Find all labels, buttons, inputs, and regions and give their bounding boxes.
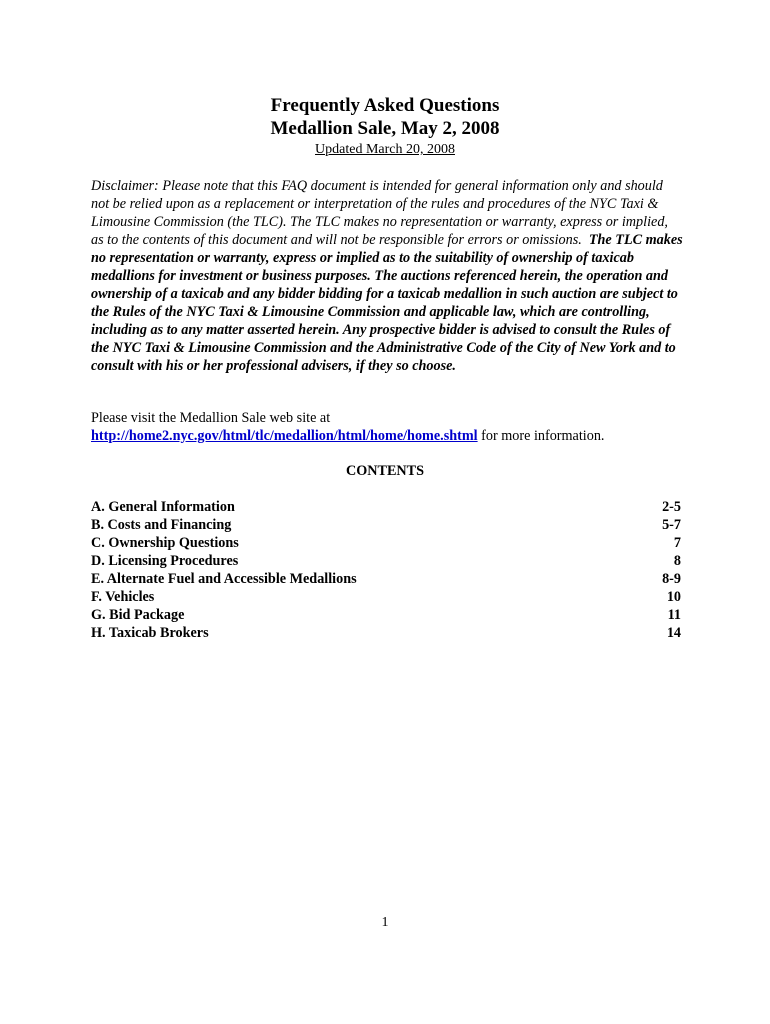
toc-row — [91, 516, 681, 534]
toc-row — [91, 570, 681, 588]
toc-pages: 11 — [667, 607, 681, 623]
toc-row — [91, 552, 681, 570]
visit-paragraph — [91, 409, 691, 445]
visit-suffix: for more information. — [477, 428, 605, 444]
updated-date: Updated March 20, 2008 — [315, 142, 455, 157]
table-of-contents — [91, 498, 681, 642]
document-subtitle: Medallion Sale, May 2, 2008 — [270, 118, 500, 139]
page-number: 1 — [381, 915, 389, 930]
contents-heading: CONTENTS — [345, 463, 425, 479]
toc-pages: 10 — [666, 589, 681, 605]
toc-label: H. Taxicab Brokers — [91, 625, 209, 641]
visit-link-line — [91, 427, 691, 445]
toc-row — [91, 534, 681, 552]
toc-label: C. Ownership Questions — [91, 535, 239, 551]
toc-label: D. Licensing Procedures — [91, 553, 239, 569]
toc-label: G. Bid Package — [91, 607, 185, 623]
toc-pages: 7 — [673, 535, 681, 551]
disclaimer-intro: Disclaimer: Please note that this FAQ document is intended for general information only and should not be relied upon as a replacement or interpretation of the rules and procedures of the NYC Taxi & Limousine Commission (the TLC). The TLC makes no representation or warranty, express or implied, as to the contents of this document and will not be responsible for errors or omissions. — [91, 178, 668, 248]
medallion-sale-link[interactable]: http://home2.nyc.gov/html/tlc/medallion/html/home/home.shtml — [91, 428, 478, 444]
visit-prefix: Please visit the Medallion Sale web site at — [91, 410, 331, 426]
document-title: Frequently Asked Questions — [270, 95, 500, 116]
toc-row — [91, 624, 681, 642]
toc-pages: 2-5 — [662, 499, 681, 515]
title-block — [0, 94, 770, 159]
toc-row — [91, 588, 681, 606]
toc-label: B. Costs and Financing — [91, 517, 232, 533]
toc-pages: 5-7 — [662, 517, 681, 533]
disclaimer-paragraph — [91, 177, 683, 375]
toc-label: A. General Information — [91, 499, 235, 515]
disclaimer-bold: The TLC makes no representation or warranty, express or implied as to the suitability of ownership of taxicab medallions for investment or business purposes. The auctions referenced herein, the operation and ownership of a taxicab and any bidder bidding for a taxicab medallion in such auction are subject to the Rules of the NYC Taxi & Limousine Commission and applicable law, which are controlling, including as to any matter asserted herein. Any prospective bidder is advised to consult the Rules of the NYC Taxi & Limousine Commission and the Administrative Code of the City of New York and to consult with his or her professional advisers, if they so choose. — [91, 232, 683, 374]
toc-pages: 8-9 — [662, 571, 681, 587]
toc-row — [91, 606, 681, 624]
toc-pages: 8 — [673, 553, 681, 569]
toc-row — [91, 498, 681, 516]
toc-label: F. Vehicles — [91, 589, 155, 605]
toc-pages: 14 — [666, 625, 681, 641]
toc-label: E. Alternate Fuel and Accessible Medallions — [91, 571, 357, 587]
